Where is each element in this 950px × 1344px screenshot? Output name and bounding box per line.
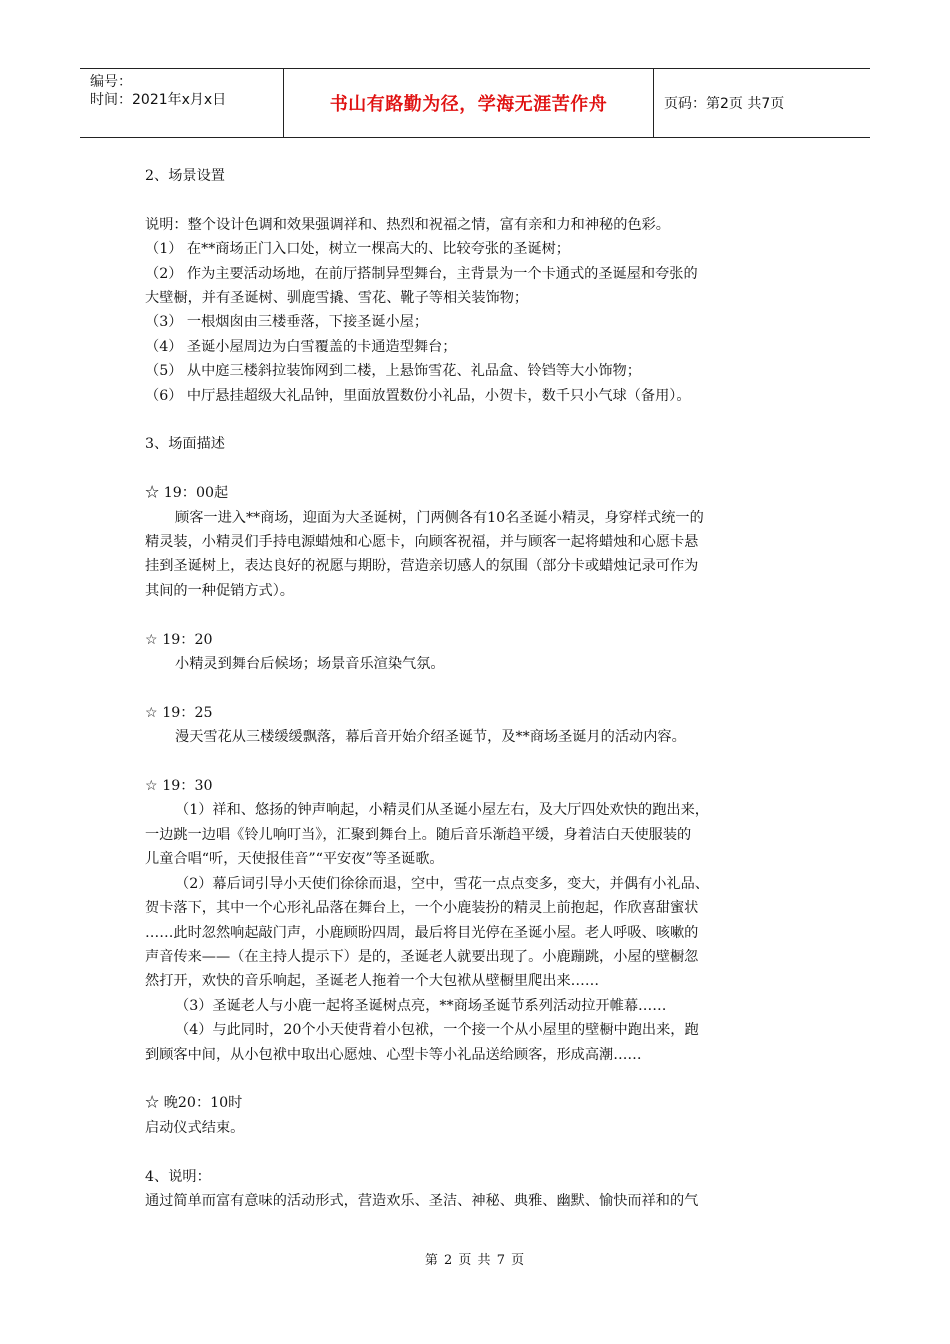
document-body <box>145 164 810 1213</box>
header-motto: 书山有路勤为径，学海无涯苦作舟 <box>329 94 608 115</box>
paragraph-line: 到顾客中间，从小包袱中取出心愿烛、心型卡等小礼品送给顾客，形成高潮…… <box>145 1046 642 1063</box>
paragraph-line: （2）幕后词引导小天使们徐徐而退，空中，雪花一点点变多，变大，并偶有小礼品、 <box>175 875 709 892</box>
time-marker: ☆ 晚20：10时 <box>145 1095 243 1112</box>
blank-line <box>145 1140 810 1164</box>
paragraph-line: 精灵装，小精灵们手持电源蜡烛和心愿卡，向顾客祝福，并与顾客一起将蜡烛和心愿卡悬 <box>145 534 699 551</box>
list-item: （1） 在**商场正门入口处，树立一棵高大的、比较夸张的圣诞树； <box>145 241 570 258</box>
paragraph-line: 启动仪式结束。 <box>145 1119 245 1136</box>
section-heading: 4、说明： <box>145 1168 211 1185</box>
paragraph-line: （3）圣诞老人与小鹿一起将圣诞树点亮，**商场圣诞节系列活动拉开帷幕…… <box>175 997 667 1014</box>
paragraph-line: 说明：整个设计色调和效果强调祥和、热烈和祝福之情，富有亲和力和神秘的色彩。 <box>145 216 670 233</box>
blank-line <box>145 457 810 481</box>
time-marker: ☆ 19：30 <box>145 778 213 795</box>
paragraph-line: 通过简单而富有意味的活动形式，营造欢乐、圣洁、神秘、典雅、幽默、愉快而祥和的气 <box>145 1192 699 1209</box>
list-item: （4） 圣诞小屋周边为白雪覆盖的卡通造型舞台； <box>145 338 457 355</box>
time-label: 时间：2021年x月x日 <box>90 92 227 108</box>
blank-line <box>145 1067 810 1091</box>
paragraph-line: 其间的一种促销方式）。 <box>145 582 294 599</box>
paragraph-line: 声音传来——（在主持人提示下）是的，圣诞老人就要出现了。小鹿蹦跳，小屋的壁橱忽 <box>145 948 699 965</box>
paragraph-line: ……此时忽然响起敲门声，小鹿顾盼四周，最后将目光停在圣诞小屋。老人呼吸、咳嗽的 <box>145 924 699 941</box>
blank-line <box>145 603 810 627</box>
header-meta <box>80 69 283 137</box>
paragraph-line: （4）与此同时，20个小天使背着小包袱，一个接一个从小屋里的壁橱中跑出来，跑 <box>175 1022 699 1039</box>
blank-line <box>145 188 810 212</box>
paragraph-line: 顾客一进入**商场，迎面为大圣诞树，门两侧各有10名圣诞小精灵，身穿样式统一的 <box>175 509 704 526</box>
page-footer: 第 2 页 共 7 页 <box>424 1253 526 1268</box>
blank-line <box>145 676 810 700</box>
header-page-info: 页码：第2页 共7页 <box>664 96 785 112</box>
list-item-continued: 大壁橱，并有圣诞树、驯鹿雪撬、雪花、靴子等相关装饰物； <box>145 290 529 307</box>
list-item: （6） 中厅悬挂超级大礼品钟，里面放置数份小礼品，小贺卡，数千只小气球（备用）。 <box>145 387 691 404</box>
blank-line <box>145 408 810 432</box>
paragraph-line: 一边跳一边唱《铃儿响叮当》，汇聚到舞台上。随后音乐渐趋平缓，身着洁白天使服装的 <box>145 826 692 843</box>
paragraph-line: （1）祥和、悠扬的钟声响起，小精灵们从圣诞小屋左右，及大厅四处欢快的跑出来， <box>175 802 709 819</box>
page-header <box>80 68 870 138</box>
number-label: 编号： <box>90 74 132 90</box>
time-marker: ☆ 19：00起 <box>145 485 229 502</box>
paragraph-line: 漫天雪花从三楼缓缓飘落，幕后音开始介绍圣诞节，及**商场圣诞月的活动内容。 <box>175 729 686 746</box>
paragraph-line: 儿童合唱“听，天使报佳音”“平安夜”等圣诞歌。 <box>145 851 444 868</box>
paragraph-line: 然打开，欢快的音乐响起，圣诞老人拖着一个大包袱从壁橱里爬出来…… <box>145 973 600 990</box>
paragraph-line: 挂到圣诞树上，表达良好的祝愿与期盼，营造亲切感人的氛围（部分卡或蜡烛记录可作为 <box>145 558 699 575</box>
section-heading: 3、场面描述 <box>145 436 225 453</box>
time-marker: ☆ 19：25 <box>145 704 213 721</box>
list-item: （5） 从中庭三楼斜拉装饰网到二楼，上悬饰雪花、礼品盒、铃铛等大小饰物； <box>145 363 641 380</box>
list-item: （2） 作为主要活动场地，在前厅搭制异型舞台，主背景为一个卡通式的圣诞屋和夸张的 <box>145 265 698 282</box>
blank-line <box>145 750 810 774</box>
header-divider <box>653 69 654 137</box>
list-item: （3） 一根烟囱由三楼垂落，下接圣诞小屋； <box>145 314 429 331</box>
paragraph-line: 贺卡落下，其中一个心形礼品落在舞台上，一个小鹿装扮的精灵上前抱起，作欣喜甜蜜状 <box>145 900 699 917</box>
paragraph-line: 小精灵到舞台后候场；场景音乐渲染气氛。 <box>175 656 445 673</box>
section-heading: 2、场景设置 <box>145 168 225 184</box>
time-marker: ☆ 19：20 <box>145 631 213 648</box>
